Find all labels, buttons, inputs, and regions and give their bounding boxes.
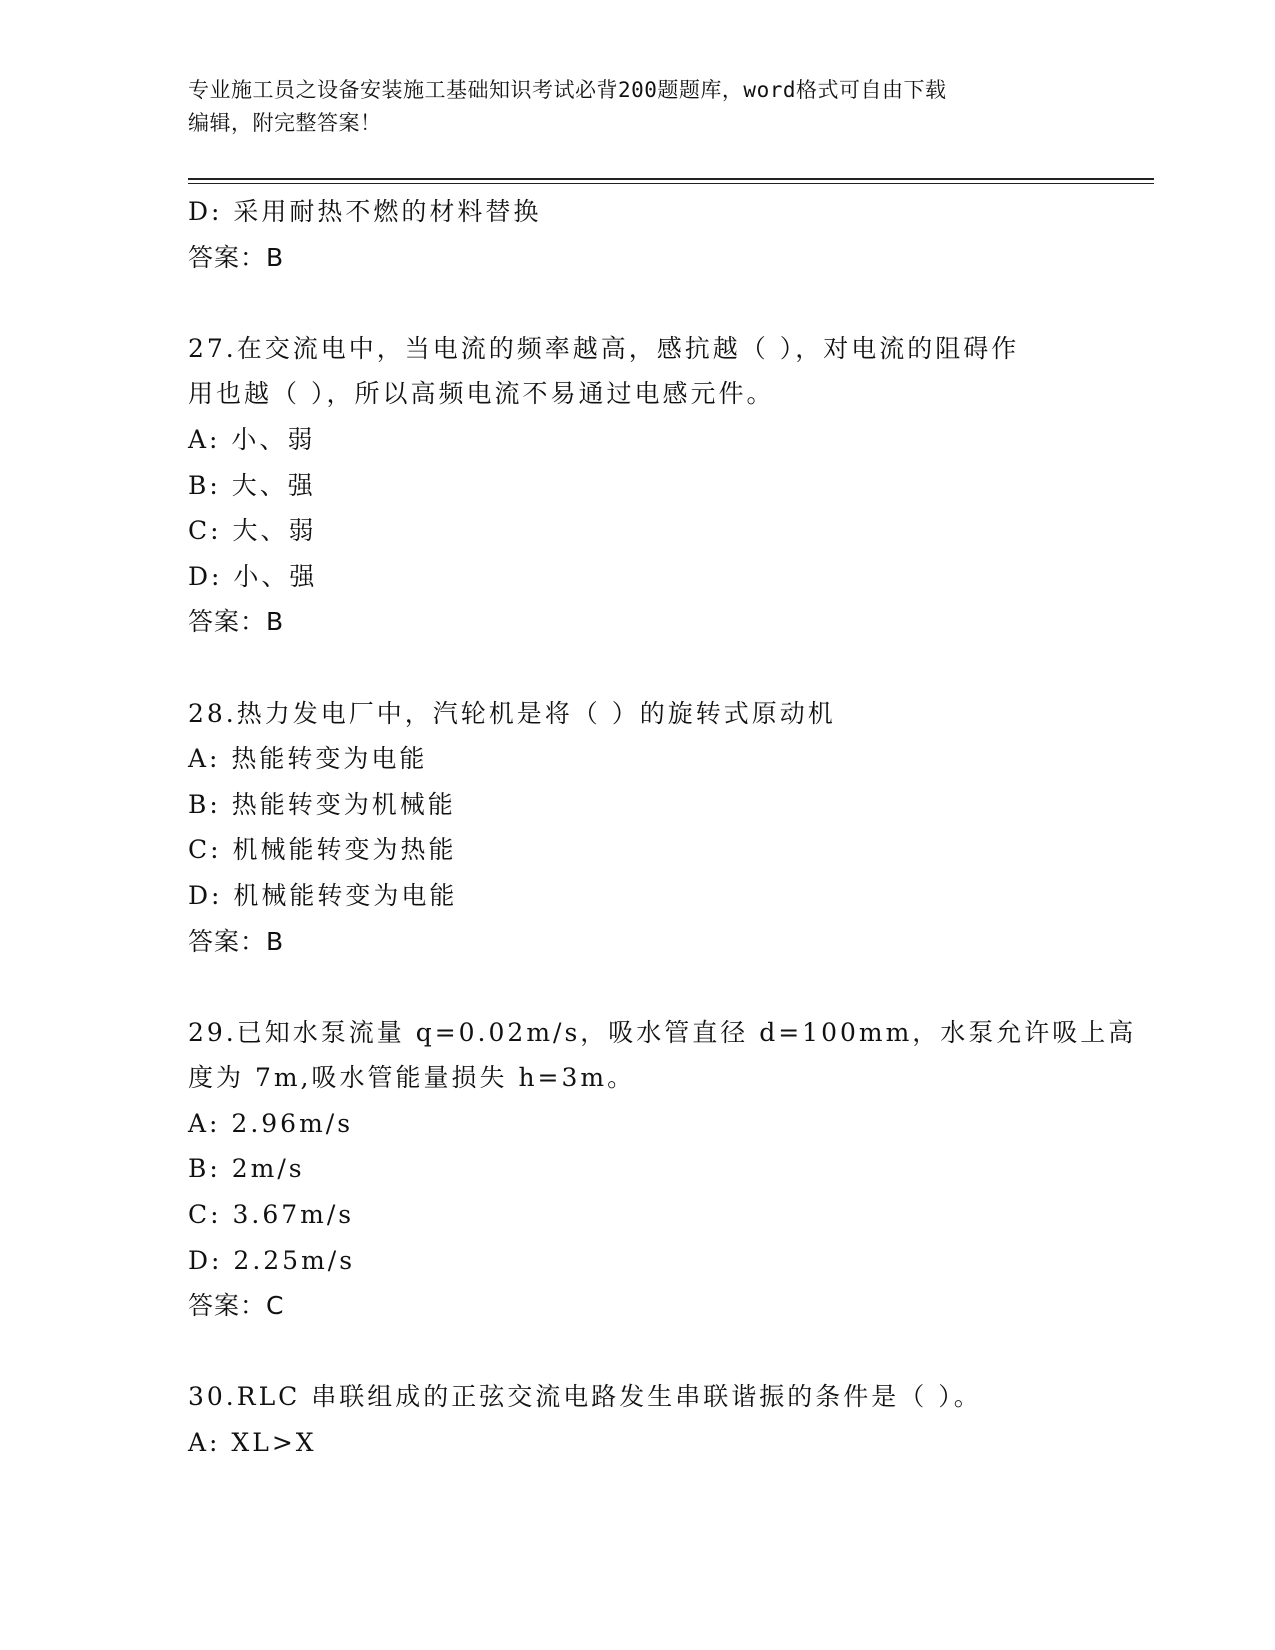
spacer <box>188 1329 1088 1375</box>
question-27 <box>188 326 1088 645</box>
spacer <box>188 964 1088 1010</box>
option-a: A: 小、弱 <box>188 424 316 454</box>
option-d: D: 小、强 <box>188 561 318 591</box>
question-stem-line: 30.RLC 串联组成的正弦交流电路发生串联谐振的条件是（ ）。 <box>188 1382 982 1412</box>
header-title-line-1: 专业施工员之设备安装施工基础知识考试必背200题题库，word格式可自由下载 <box>188 78 947 102</box>
question-stem-line: 度为 7m,吸水管能量损失 h=3m。 <box>188 1063 636 1093</box>
question-28 <box>188 691 1088 965</box>
question-stem-line: 29.已知水泵流量 q=0.02m/s，吸水管直径 d=100mm，水泵允许吸上高 <box>188 1017 1137 1047</box>
option-b: B: 2m/s <box>188 1154 305 1184</box>
option-d: D: 采用耐热不燃的材料替换 <box>188 197 542 226</box>
question-29 <box>188 1010 1137 1329</box>
answer-line: 答案：B <box>188 926 285 956</box>
option-c: C: 机械能转变为热能 <box>188 835 457 865</box>
header-title-line-2: 编辑，附完整答案！ <box>188 111 382 135</box>
question-stem-line: 27.在交流电中，当电流的频率越高，感抗越（ ），对电流的阻碍作 <box>188 333 1020 363</box>
question-stem-line: 28.热力发电厂中，汽轮机是将（ ）的旋转式原动机 <box>188 698 836 728</box>
option-d: D: 机械能转变为电能 <box>188 880 458 910</box>
answer-line: 答案：B <box>188 607 285 637</box>
previous-question-tail <box>188 189 1088 280</box>
document-header <box>188 74 1088 140</box>
option-a: A: 2.96m/s <box>188 1108 354 1138</box>
header-divider-thin <box>188 183 1154 184</box>
header-divider-thick <box>188 178 1154 180</box>
answer-line: 答案：C <box>188 1291 285 1321</box>
question-30 <box>188 1374 1088 1465</box>
option-c: C: 大、弱 <box>188 516 317 546</box>
answer-line: 答案：B <box>188 242 285 272</box>
spacer <box>188 280 1088 326</box>
question-list <box>188 189 1137 1466</box>
option-b: B: 大、强 <box>188 470 316 500</box>
spacer <box>188 645 1088 691</box>
option-c: C: 3.67m/s <box>188 1200 355 1230</box>
option-d: D: 2.25m/s <box>188 1245 356 1275</box>
option-a: A: XL>X <box>188 1428 317 1458</box>
option-b: B: 热能转变为机械能 <box>188 789 456 819</box>
question-stem-line: 用也越（ ），所以高频电流不易通过电感元件。 <box>188 379 775 409</box>
option-a: A: 热能转变为电能 <box>188 744 428 774</box>
